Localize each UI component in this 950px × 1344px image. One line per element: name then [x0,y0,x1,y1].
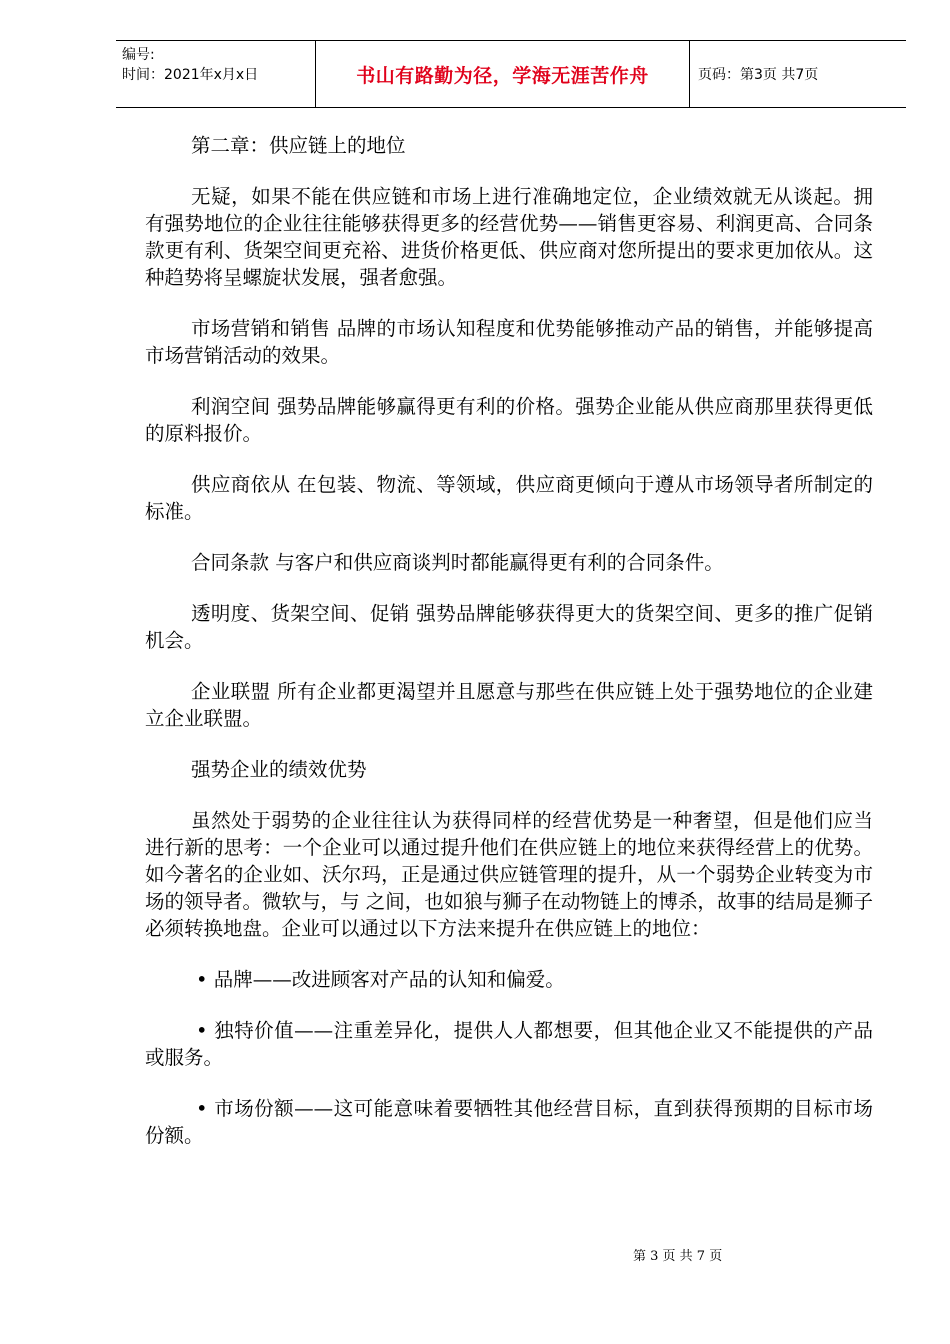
header-meta [116,41,316,107]
paragraph: 供应商依从 在包装、物流、等领域，供应商更倾向于遵从市场领导者所制定的标准。 [145,473,873,523]
chapter-title: 第二章：供应链上的地位 [191,134,406,157]
paragraph: 企业联盟 所有企业都更渴望并且愿意与那些在供应链上处于强势地位的企业建立企业联盟。 [145,680,873,730]
footer-page-number: 第 3 页 共 7 页 [633,1249,723,1264]
bullet-item: • 品牌——改进顾客对产品的认知和偏爱。 [196,968,565,991]
paragraph: 无疑，如果不能在供应链和市场上进行准确地定位，企业绩效就无从谈起。拥有强势地位的企业往往能够获得更多的经营优势——销售更容易、利润更高、合同条款更有利、货架空间更充裕、进货价格更低、供应商对您所提出的要求更加依从。这种趋势将呈螺旋状发展，强者愈强。 [145,185,873,289]
page-header [116,40,906,108]
bullet-item: • 市场份额——这可能意味着要牺牲其他经营目标，直到获得预期的目标市场份额。 [145,1097,873,1147]
bullet-item: • 独特价值——注重差异化，提供人人都想要，但其他企业又不能提供的产品或服务。 [145,1019,873,1069]
paragraph: 合同条款 与客户和供应商谈判时都能赢得更有利的合同条件。 [191,551,724,574]
paragraph: 透明度、货架空间、促销 强势品牌能够获得更大的货架空间、更多的推广促销机会。 [145,602,873,652]
section-heading: 强势企业的绩效优势 [191,758,367,781]
document-body [145,132,873,1173]
document-number-label: 编号: [122,47,155,63]
document-time-label: 时间：2021年x月x日 [122,67,259,83]
header-motto: 书山有路勤为径，学海无涯苦作舟 [316,41,690,107]
paragraph: 虽然处于弱势的企业往往认为获得同样的经营优势是一种奢望，但是他们应当进行新的思考：一个企业可以通过提升他们在供应链上的地位来获得经营上的优势。如今著名的企业如、沃尔玛，正是通过供应链管理的提升，从一个弱势企业转变为市场的领导者。微软与，与 之间，也如狼与狮子在动物链上的博杀，故事的结局是狮子必须转换地盘。企业可以通过以下方法来提升在供应链上的地位： [145,809,873,940]
header-page-label: 页码：第3页 共7页 [698,67,819,83]
paragraph: 市场营销和销售 品牌的市场认知程度和优势能够推动产品的销售，并能够提高市场营销活动的效果。 [145,317,873,367]
paragraph: 利润空间 强势品牌能够赢得更有利的价格。强势企业能从供应商那里获得更低的原料报价。 [145,395,873,445]
